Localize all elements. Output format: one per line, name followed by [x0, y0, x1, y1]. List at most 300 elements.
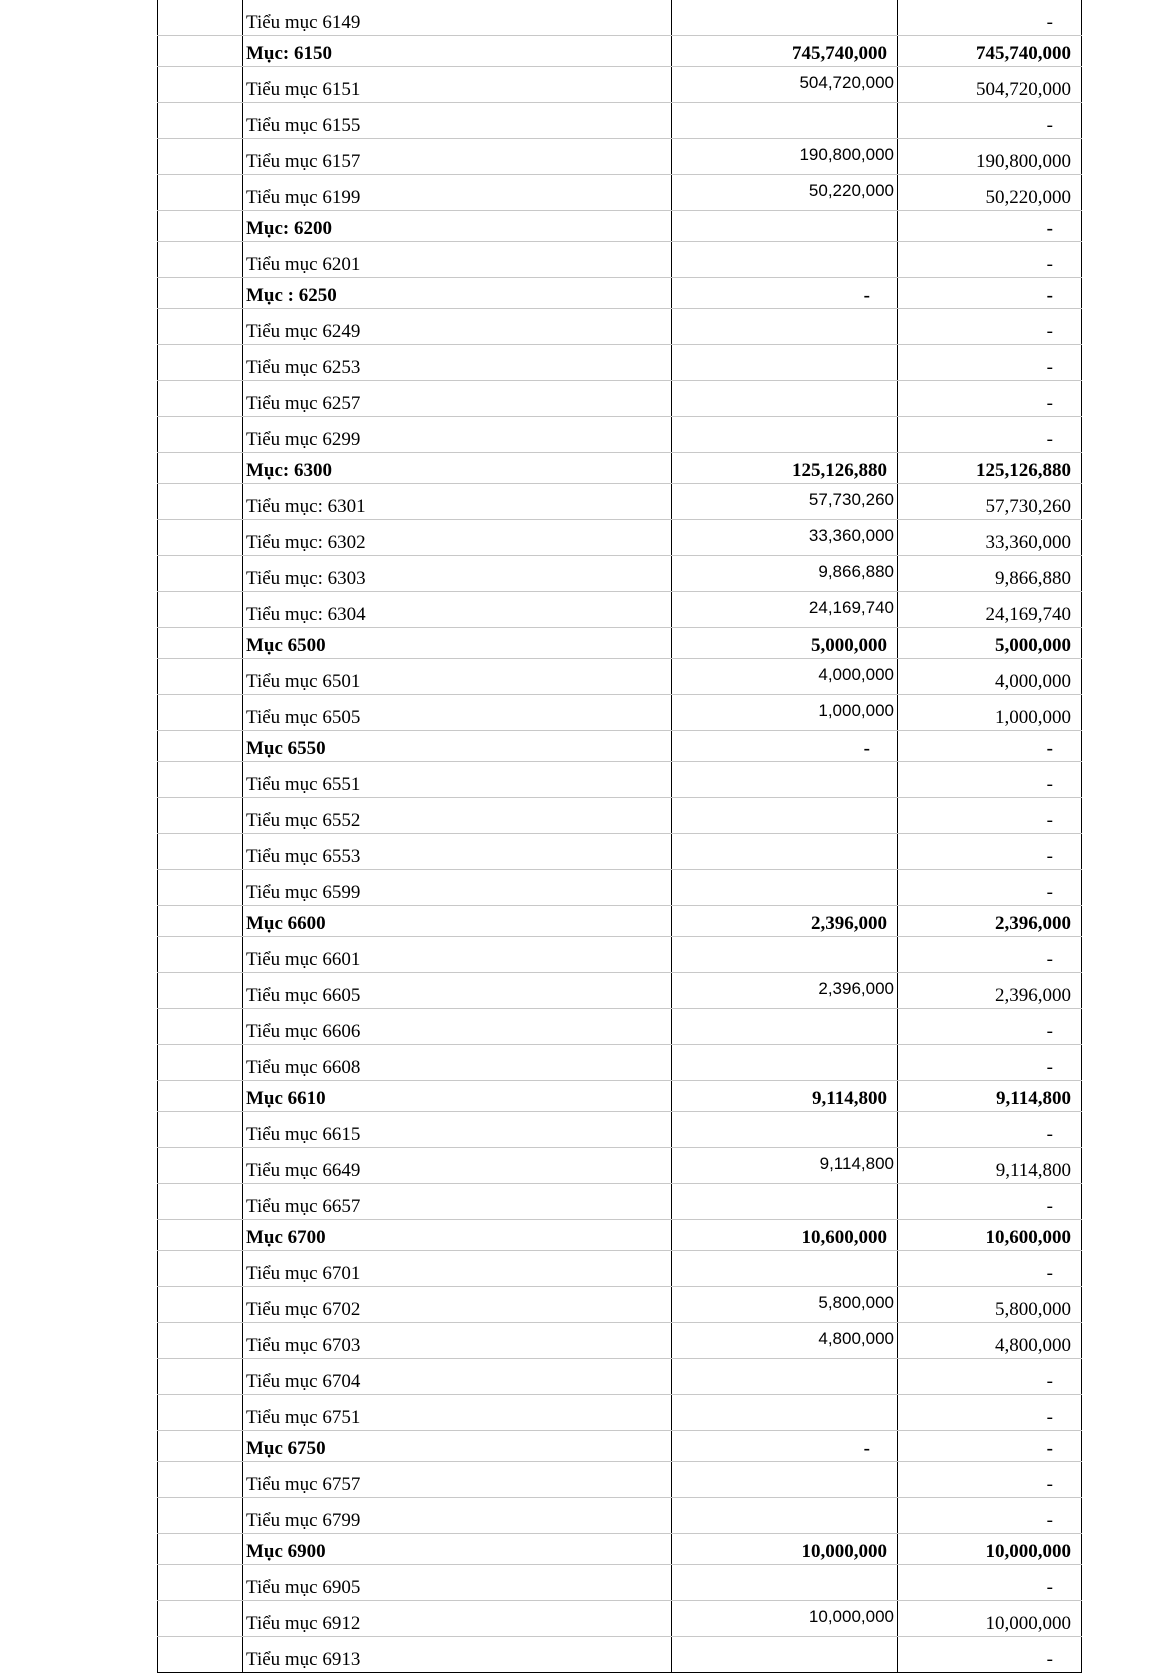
section-row [158, 731, 1082, 762]
total-cell [898, 278, 1082, 309]
estimate-value: 2,396,000 [811, 913, 887, 934]
table-row [158, 484, 1082, 520]
index-cell [158, 278, 243, 309]
index-cell [158, 1287, 243, 1323]
estimate-cell [672, 1287, 898, 1323]
budget-table-body [158, 0, 1082, 1673]
total-cell [898, 731, 1082, 762]
item-label: Tiểu mục 6701 [243, 1251, 672, 1287]
total-cell [898, 1009, 1082, 1045]
total-cell [898, 1251, 1082, 1287]
index-cell [158, 1534, 243, 1565]
total-value: 5,000,000 [995, 635, 1071, 656]
estimate-value: 10,000,000 [808, 1607, 894, 1626]
item-label: Tiểu mục: 6304 [243, 592, 672, 628]
estimate-value: 4,000,000 [818, 665, 894, 684]
total-cell [898, 973, 1082, 1009]
table-row [158, 659, 1082, 695]
item-label: Tiểu mục 6199 [243, 175, 672, 211]
total-value: - [1046, 882, 1053, 903]
total-value: 504,720,000 [976, 79, 1071, 100]
estimate-cell [672, 1009, 898, 1045]
item-label: Tiểu mục 6501 [243, 659, 672, 695]
table-row [158, 242, 1082, 278]
item-label: Mục: 6150 [243, 36, 672, 67]
estimate-cell [672, 1220, 898, 1251]
total-cell [898, 762, 1082, 798]
total-value: 9,866,880 [995, 568, 1071, 589]
item-label: Tiểu mục 6151 [243, 67, 672, 103]
item-label: Tiểu mục: 6301 [243, 484, 672, 520]
total-cell [898, 345, 1082, 381]
total-value: - [1046, 1057, 1053, 1078]
index-cell [158, 520, 243, 556]
item-label: Tiểu mục 6905 [243, 1565, 672, 1601]
index-cell [158, 834, 243, 870]
item-label: Tiểu mục 6703 [243, 1323, 672, 1359]
item-label: Tiểu mục 6608 [243, 1045, 672, 1081]
item-label: Tiểu mục: 6303 [243, 556, 672, 592]
index-cell [158, 211, 243, 242]
item-label: Tiểu mục 6757 [243, 1462, 672, 1498]
total-value: - [1046, 1371, 1053, 1392]
estimate-cell [672, 67, 898, 103]
item-label: Tiểu mục 6912 [243, 1601, 672, 1637]
index-cell [158, 1045, 243, 1081]
total-cell [898, 834, 1082, 870]
total-value: 10,600,000 [985, 1227, 1071, 1248]
total-cell [898, 1220, 1082, 1251]
total-cell [898, 798, 1082, 834]
item-label: Mục 6610 [243, 1081, 672, 1112]
index-cell [158, 592, 243, 628]
item-label: Tiểu mục 6599 [243, 870, 672, 906]
section-row [158, 36, 1082, 67]
table-row [158, 1359, 1082, 1395]
estimate-cell [672, 175, 898, 211]
item-label: Tiểu mục 6649 [243, 1148, 672, 1184]
total-cell [898, 1637, 1082, 1673]
index-cell [158, 1431, 243, 1462]
table-row [158, 834, 1082, 870]
total-cell [898, 1112, 1082, 1148]
total-value: 10,000,000 [985, 1541, 1071, 1562]
total-value: - [1046, 1021, 1053, 1042]
estimate-cell [672, 484, 898, 520]
table-row [158, 1395, 1082, 1431]
index-cell [158, 1498, 243, 1534]
total-cell [898, 1287, 1082, 1323]
section-row [158, 278, 1082, 309]
index-cell [158, 1184, 243, 1220]
total-cell [898, 1601, 1082, 1637]
estimate-value: - [863, 738, 870, 759]
estimate-cell [672, 417, 898, 453]
estimate-cell [672, 731, 898, 762]
estimate-cell [672, 1045, 898, 1081]
table-row [158, 937, 1082, 973]
estimate-value: 50,220,000 [808, 181, 894, 200]
table-row [158, 556, 1082, 592]
item-label: Mục 6600 [243, 906, 672, 937]
total-value: - [1046, 218, 1053, 239]
index-cell [158, 175, 243, 211]
total-cell [898, 484, 1082, 520]
table-row [158, 345, 1082, 381]
total-value: - [1046, 393, 1053, 414]
total-value: 1,000,000 [995, 707, 1071, 728]
total-value: - [1046, 1263, 1053, 1284]
estimate-value: - [863, 285, 870, 306]
total-value: - [1046, 738, 1053, 759]
table-row [158, 1323, 1082, 1359]
estimate-cell [672, 1323, 898, 1359]
table-row [158, 1251, 1082, 1287]
table-row [158, 1565, 1082, 1601]
index-cell [158, 1220, 243, 1251]
index-cell [158, 381, 243, 417]
estimate-cell [672, 103, 898, 139]
estimate-cell [672, 36, 898, 67]
estimate-cell [672, 1395, 898, 1431]
total-value: - [1046, 1407, 1053, 1428]
index-cell [158, 103, 243, 139]
estimate-cell [672, 870, 898, 906]
table-row [158, 381, 1082, 417]
total-value: 9,114,800 [995, 1160, 1071, 1181]
total-value: - [1046, 115, 1053, 136]
table-row [158, 695, 1082, 731]
estimate-cell [672, 1534, 898, 1565]
total-cell [898, 36, 1082, 67]
total-value: - [1046, 1196, 1053, 1217]
total-cell [898, 1323, 1082, 1359]
index-cell [158, 1009, 243, 1045]
table-row [158, 1462, 1082, 1498]
total-value: - [1046, 846, 1053, 867]
estimate-value: 745,740,000 [792, 43, 887, 64]
table-row [158, 1009, 1082, 1045]
estimate-cell [672, 659, 898, 695]
estimate-value: - [863, 1438, 870, 1459]
table-row [158, 1637, 1082, 1673]
index-cell [158, 906, 243, 937]
index-cell [158, 1462, 243, 1498]
estimate-value: 9,114,800 [812, 1088, 887, 1109]
total-value: 9,114,800 [996, 1088, 1071, 1109]
item-label: Tiểu mục 6157 [243, 139, 672, 175]
item-label: Tiểu mục 6913 [243, 1637, 672, 1673]
item-label: Mục 6750 [243, 1431, 672, 1462]
estimate-value: 9,866,880 [818, 562, 894, 581]
index-cell [158, 36, 243, 67]
table-row [158, 139, 1082, 175]
total-cell [898, 906, 1082, 937]
total-cell [898, 628, 1082, 659]
estimate-value: 5,000,000 [811, 635, 887, 656]
total-cell [898, 1045, 1082, 1081]
item-label: Tiểu mục 6657 [243, 1184, 672, 1220]
table-row [158, 175, 1082, 211]
total-cell [898, 1148, 1082, 1184]
estimate-cell [672, 345, 898, 381]
estimate-cell [672, 1462, 898, 1498]
estimate-cell [672, 592, 898, 628]
total-cell [898, 659, 1082, 695]
estimate-value: 504,720,000 [799, 73, 894, 92]
total-value: 50,220,000 [985, 187, 1071, 208]
total-cell [898, 870, 1082, 906]
total-value: 190,800,000 [976, 151, 1071, 172]
index-cell [158, 1251, 243, 1287]
index-cell [158, 1323, 243, 1359]
table-row [158, 309, 1082, 345]
estimate-value: 2,396,000 [818, 979, 894, 998]
total-cell [898, 139, 1082, 175]
section-row [158, 628, 1082, 659]
total-cell [898, 1431, 1082, 1462]
item-label: Tiểu mục 6601 [243, 937, 672, 973]
estimate-cell [672, 1148, 898, 1184]
estimate-value: 5,800,000 [818, 1293, 894, 1312]
index-cell [158, 731, 243, 762]
estimate-cell [672, 1251, 898, 1287]
estimate-cell [672, 278, 898, 309]
total-cell [898, 1081, 1082, 1112]
section-row [158, 453, 1082, 484]
estimate-cell [672, 0, 898, 36]
estimate-cell [672, 1184, 898, 1220]
index-cell [158, 556, 243, 592]
index-cell [158, 345, 243, 381]
item-label: Tiểu mục 6553 [243, 834, 672, 870]
estimate-value: 10,000,000 [801, 1541, 887, 1562]
item-label: Tiểu mục 6505 [243, 695, 672, 731]
estimate-value: 4,800,000 [818, 1329, 894, 1348]
estimate-cell [672, 798, 898, 834]
item-label: Mục: 6200 [243, 211, 672, 242]
estimate-cell [672, 211, 898, 242]
table-row [158, 798, 1082, 834]
estimate-value: 57,730,260 [808, 490, 894, 509]
total-value: - [1046, 429, 1053, 450]
item-label: Tiểu mục 6751 [243, 1395, 672, 1431]
index-cell [158, 139, 243, 175]
item-label: Tiểu mục 6702 [243, 1287, 672, 1323]
total-cell [898, 556, 1082, 592]
section-row [158, 1431, 1082, 1462]
total-value: - [1046, 1649, 1053, 1670]
total-value: - [1046, 949, 1053, 970]
item-label: Mục : 6250 [243, 278, 672, 309]
estimate-cell [672, 1112, 898, 1148]
index-cell [158, 1112, 243, 1148]
index-cell [158, 1148, 243, 1184]
section-row [158, 1081, 1082, 1112]
item-label: Mục 6900 [243, 1534, 672, 1565]
estimate-cell [672, 973, 898, 1009]
total-cell [898, 0, 1082, 36]
total-value: - [1046, 1577, 1053, 1598]
estimate-value: 24,169,740 [808, 598, 894, 617]
total-value: 33,360,000 [985, 532, 1071, 553]
table-row [158, 417, 1082, 453]
total-cell [898, 242, 1082, 278]
total-cell [898, 381, 1082, 417]
total-value: - [1046, 285, 1053, 306]
table-row [158, 973, 1082, 1009]
table-row [158, 1287, 1082, 1323]
index-cell [158, 309, 243, 345]
table-row [158, 67, 1082, 103]
item-label: Mục 6700 [243, 1220, 672, 1251]
index-cell [158, 1395, 243, 1431]
index-cell [158, 242, 243, 278]
total-value: 125,126,880 [976, 460, 1071, 481]
total-cell [898, 309, 1082, 345]
estimate-cell [672, 309, 898, 345]
estimate-cell [672, 520, 898, 556]
total-value: 2,396,000 [995, 985, 1071, 1006]
index-cell [158, 870, 243, 906]
estimate-cell [672, 628, 898, 659]
total-cell [898, 211, 1082, 242]
estimate-cell [672, 1498, 898, 1534]
table-row [158, 1148, 1082, 1184]
table-row [158, 103, 1082, 139]
section-row [158, 906, 1082, 937]
total-cell [898, 1184, 1082, 1220]
item-label: Tiểu mục 6249 [243, 309, 672, 345]
total-cell [898, 1534, 1082, 1565]
total-value: - [1046, 357, 1053, 378]
total-value: 10,000,000 [985, 1613, 1071, 1634]
estimate-cell [672, 762, 898, 798]
estimate-cell [672, 834, 898, 870]
estimate-value: 125,126,880 [792, 460, 887, 481]
estimate-cell [672, 1637, 898, 1673]
estimate-cell [672, 1601, 898, 1637]
total-value: - [1046, 1510, 1053, 1531]
item-label: Tiểu mục 6799 [243, 1498, 672, 1534]
total-cell [898, 453, 1082, 484]
total-cell [898, 592, 1082, 628]
item-label: Tiểu mục 6201 [243, 242, 672, 278]
total-cell [898, 1395, 1082, 1431]
item-label: Tiểu mục 6606 [243, 1009, 672, 1045]
item-label: Tiểu mục 6257 [243, 381, 672, 417]
index-cell [158, 67, 243, 103]
index-cell [158, 1601, 243, 1637]
table-row [158, 1045, 1082, 1081]
table-row [158, 520, 1082, 556]
estimate-cell [672, 242, 898, 278]
total-cell [898, 175, 1082, 211]
total-cell [898, 103, 1082, 139]
item-label: Tiểu mục 6155 [243, 103, 672, 139]
index-cell [158, 973, 243, 1009]
total-cell [898, 67, 1082, 103]
total-value: 2,396,000 [995, 913, 1071, 934]
index-cell [158, 937, 243, 973]
total-value: - [1046, 321, 1053, 342]
item-label: Tiểu mục 6615 [243, 1112, 672, 1148]
estimate-cell [672, 906, 898, 937]
estimate-value: 190,800,000 [799, 145, 894, 164]
total-value: 57,730,260 [985, 496, 1071, 517]
item-label: Tiểu mục 6551 [243, 762, 672, 798]
item-label: Tiểu mục 6299 [243, 417, 672, 453]
table-row [158, 0, 1082, 36]
total-value: - [1046, 1474, 1053, 1495]
table-row [158, 870, 1082, 906]
item-label: Tiểu mục 6704 [243, 1359, 672, 1395]
item-label: Tiểu mục 6253 [243, 345, 672, 381]
estimate-value: 9,114,800 [819, 1154, 894, 1173]
index-cell [158, 1565, 243, 1601]
section-row [158, 1220, 1082, 1251]
index-cell [158, 659, 243, 695]
total-cell [898, 417, 1082, 453]
index-cell [158, 0, 243, 36]
total-value: 5,800,000 [995, 1299, 1071, 1320]
estimate-cell [672, 1431, 898, 1462]
table-row [158, 1498, 1082, 1534]
item-label: Mục 6500 [243, 628, 672, 659]
index-cell [158, 798, 243, 834]
total-value: - [1046, 774, 1053, 795]
total-value: - [1046, 12, 1053, 33]
item-label: Tiểu mục 6552 [243, 798, 672, 834]
estimate-cell [672, 1081, 898, 1112]
section-row [158, 1534, 1082, 1565]
index-cell [158, 484, 243, 520]
estimate-cell [672, 1565, 898, 1601]
index-cell [158, 1359, 243, 1395]
total-value: - [1046, 1124, 1053, 1145]
total-cell [898, 695, 1082, 731]
total-value: 4,800,000 [995, 1335, 1071, 1356]
index-cell [158, 1081, 243, 1112]
estimate-value: 1,000,000 [818, 701, 894, 720]
table-row [158, 592, 1082, 628]
total-cell [898, 520, 1082, 556]
estimate-cell [672, 556, 898, 592]
item-label: Tiểu mục: 6302 [243, 520, 672, 556]
total-cell [898, 1498, 1082, 1534]
item-label: Mục 6550 [243, 731, 672, 762]
estimate-cell [672, 139, 898, 175]
estimate-cell [672, 695, 898, 731]
estimate-value: 10,600,000 [801, 1227, 887, 1248]
section-row [158, 211, 1082, 242]
index-cell [158, 628, 243, 659]
total-value: 4,000,000 [995, 671, 1071, 692]
estimate-cell [672, 1359, 898, 1395]
estimate-cell [672, 453, 898, 484]
table-row [158, 762, 1082, 798]
index-cell [158, 1637, 243, 1673]
item-label: Tiểu mục 6605 [243, 973, 672, 1009]
table-row [158, 1184, 1082, 1220]
total-cell [898, 1359, 1082, 1395]
table-row [158, 1112, 1082, 1148]
table-row [158, 1601, 1082, 1637]
index-cell [158, 417, 243, 453]
total-cell [898, 937, 1082, 973]
index-cell [158, 695, 243, 731]
total-cell [898, 1565, 1082, 1601]
